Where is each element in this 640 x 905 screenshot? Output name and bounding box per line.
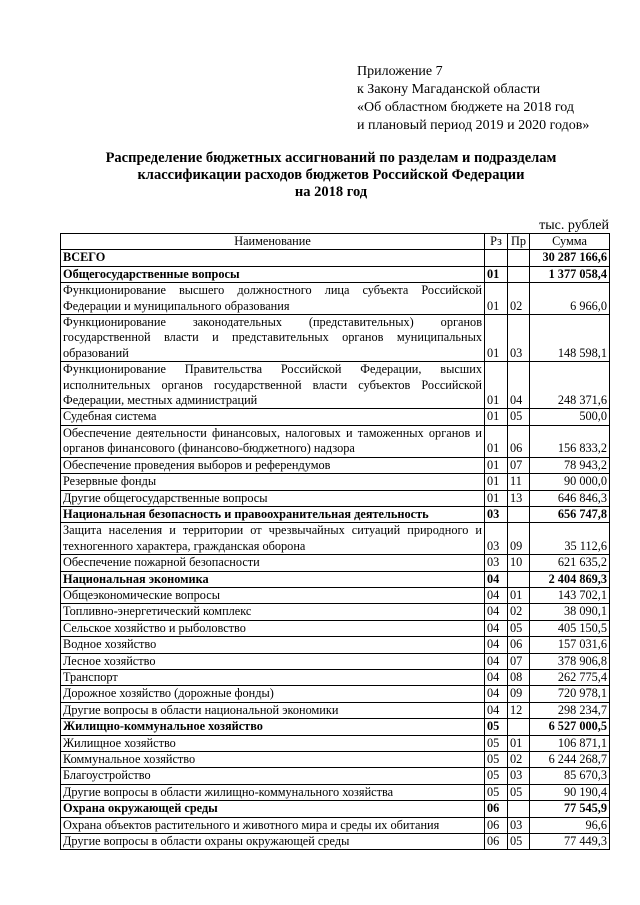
row-pr: 09 (508, 686, 530, 702)
row-sum: 77 449,3 (530, 834, 610, 850)
row-sum: 248 371,6 (530, 362, 610, 409)
row-name: Охрана объектов растительного и животного мира и среды их обитания (61, 817, 485, 833)
appendix-line: Приложение 7 (357, 64, 443, 79)
table-row (61, 523, 610, 555)
row-name: Общеэкономические вопросы (61, 587, 485, 603)
row-sum: 30 287 166,6 (530, 250, 610, 266)
row-name: Национальная экономика (61, 571, 485, 587)
row-name: Обеспечение деятельности финансовых, налоговых и таможенных органов и органов финансового (финансово-бюджетного) надзора (61, 425, 485, 457)
row-rz: 01 (485, 457, 508, 473)
header-rz: Рз (485, 234, 508, 250)
row-rz: 05 (485, 719, 508, 735)
row-rz: 04 (485, 604, 508, 620)
row-sum: 143 702,1 (530, 587, 610, 603)
row-pr: 03 (508, 817, 530, 833)
section-row (61, 571, 610, 587)
row-rz: 04 (485, 637, 508, 653)
row-sum: 621 635,2 (530, 555, 610, 571)
row-pr: 04 (508, 362, 530, 409)
row-pr: 02 (508, 752, 530, 768)
row-pr (508, 719, 530, 735)
row-pr: 06 (508, 425, 530, 457)
row-rz: 01 (485, 315, 508, 362)
appendix-header (357, 63, 589, 135)
row-sum: 6 244 268,7 (530, 752, 610, 768)
row-name: Водное хозяйство (61, 637, 485, 653)
section-row (61, 801, 610, 817)
budget-table (60, 233, 610, 850)
row-name: Судебная система (61, 409, 485, 425)
row-pr: 01 (508, 735, 530, 751)
row-sum: 500,0 (530, 409, 610, 425)
row-pr: 07 (508, 457, 530, 473)
row-name: Лесное хозяйство (61, 653, 485, 669)
row-sum: 77 545,9 (530, 801, 610, 817)
row-pr: 02 (508, 283, 530, 315)
row-rz: 01 (485, 362, 508, 409)
row-sum: 106 871,1 (530, 735, 610, 751)
row-pr (508, 250, 530, 266)
row-rz: 04 (485, 669, 508, 685)
row-name: Дорожное хозяйство (дорожные фонды) (61, 686, 485, 702)
section-row (61, 719, 610, 735)
row-pr: 02 (508, 604, 530, 620)
row-rz: 04 (485, 702, 508, 718)
table-row (61, 474, 610, 490)
row-name: Другие вопросы в области охраны окружающей среды (61, 834, 485, 850)
row-pr: 13 (508, 490, 530, 506)
row-sum: 6 527 000,5 (530, 719, 610, 735)
row-sum: 38 090,1 (530, 604, 610, 620)
row-rz: 05 (485, 784, 508, 800)
row-pr: 01 (508, 587, 530, 603)
row-pr: 10 (508, 555, 530, 571)
row-name: Защита населения и территории от чрезвычайных ситуаций природного и техногенного характера, гражданская оборона (61, 523, 485, 555)
row-rz: 01 (485, 474, 508, 490)
row-name: Другие вопросы в области жилищно-коммунального хозяйства (61, 784, 485, 800)
table-row (61, 768, 610, 784)
row-rz: 01 (485, 283, 508, 315)
row-name: Обеспечение проведения выборов и референдумов (61, 457, 485, 473)
row-sum: 405 150,5 (530, 620, 610, 636)
row-rz: 06 (485, 817, 508, 833)
row-rz: 04 (485, 571, 508, 587)
row-sum: 157 031,6 (530, 637, 610, 653)
row-name: Благоустройство (61, 768, 485, 784)
row-name: Функционирование высшего должностного лица субъекта Российской Федерации и муниципального образования (61, 283, 485, 315)
row-rz (485, 250, 508, 266)
row-pr: 12 (508, 702, 530, 718)
row-rz: 03 (485, 506, 508, 522)
table-row (61, 409, 610, 425)
table-row (61, 604, 610, 620)
table-row (61, 735, 610, 751)
header-name: Наименование (61, 234, 485, 250)
table-row (61, 283, 610, 315)
row-pr: 07 (508, 653, 530, 669)
row-name: Общегосударственные вопросы (61, 266, 485, 282)
row-rz: 01 (485, 266, 508, 282)
row-sum: 656 747,8 (530, 506, 610, 522)
row-rz: 04 (485, 620, 508, 636)
row-pr: 09 (508, 523, 530, 555)
row-pr: 06 (508, 637, 530, 653)
row-rz: 04 (485, 653, 508, 669)
document-title (60, 150, 602, 201)
row-name: Жилищное хозяйство (61, 735, 485, 751)
row-rz: 01 (485, 409, 508, 425)
row-sum: 85 670,3 (530, 768, 610, 784)
row-rz: 04 (485, 587, 508, 603)
table-row (61, 490, 610, 506)
table-row (61, 653, 610, 669)
row-sum: 148 598,1 (530, 315, 610, 362)
row-pr: 05 (508, 409, 530, 425)
row-pr: 05 (508, 620, 530, 636)
table-row (61, 315, 610, 362)
row-pr: 11 (508, 474, 530, 490)
title-line: на 2018 год (294, 184, 368, 200)
table-row (61, 834, 610, 850)
table-row (61, 457, 610, 473)
row-sum: 720 978,1 (530, 686, 610, 702)
row-sum: 298 234,7 (530, 702, 610, 718)
table-row (61, 555, 610, 571)
title-line: Распределение бюджетных ассигнований по разделам и подразделам (105, 150, 557, 166)
row-pr (508, 801, 530, 817)
table-row (61, 752, 610, 768)
row-sum: 78 943,2 (530, 457, 610, 473)
row-sum: 35 112,6 (530, 523, 610, 555)
row-rz: 06 (485, 801, 508, 817)
row-rz: 03 (485, 523, 508, 555)
row-rz: 05 (485, 768, 508, 784)
row-sum: 90 190,4 (530, 784, 610, 800)
row-pr (508, 506, 530, 522)
table-header-row (61, 234, 610, 250)
row-name: Сельское хозяйство и рыболовство (61, 620, 485, 636)
row-name: Охрана окружающей среды (61, 801, 485, 817)
row-name: Обеспечение пожарной безопасности (61, 555, 485, 571)
row-sum: 156 833,2 (530, 425, 610, 457)
table-row (61, 637, 610, 653)
row-rz: 01 (485, 490, 508, 506)
row-pr (508, 266, 530, 282)
row-name: Функционирование Правительства Российской Федерации, высших исполнительных органов государственной власти субъектов Российской Федерации, местных администраций (61, 362, 485, 409)
table-row (61, 587, 610, 603)
units-label: тыс. рублей (539, 218, 609, 233)
section-row (61, 266, 610, 282)
row-name: Жилищно-коммунальное хозяйство (61, 719, 485, 735)
table-row (61, 362, 610, 409)
row-pr (508, 571, 530, 587)
table-row (61, 669, 610, 685)
row-pr: 03 (508, 768, 530, 784)
row-name: Резервные фонды (61, 474, 485, 490)
row-sum: 1 377 058,4 (530, 266, 610, 282)
row-rz: 05 (485, 735, 508, 751)
table-row (61, 784, 610, 800)
row-pr: 08 (508, 669, 530, 685)
row-name: Транспорт (61, 669, 485, 685)
row-rz: 01 (485, 425, 508, 457)
row-sum: 262 775,4 (530, 669, 610, 685)
table-row (61, 702, 610, 718)
section-row (61, 506, 610, 522)
row-sum: 6 966,0 (530, 283, 610, 315)
row-pr: 03 (508, 315, 530, 362)
header-pr: Пр (508, 234, 530, 250)
row-sum: 378 906,8 (530, 653, 610, 669)
row-name: ВСЕГО (61, 250, 485, 266)
row-pr: 05 (508, 784, 530, 800)
row-pr: 05 (508, 834, 530, 850)
row-name: Другие вопросы в области национальной экономики (61, 702, 485, 718)
row-sum: 96,6 (530, 817, 610, 833)
table-row (61, 425, 610, 457)
section-row (61, 250, 610, 266)
header-sum: Сумма (530, 234, 610, 250)
row-rz: 04 (485, 686, 508, 702)
row-sum: 2 404 869,3 (530, 571, 610, 587)
row-rz: 03 (485, 555, 508, 571)
table-row (61, 686, 610, 702)
row-name: Другие общегосударственные вопросы (61, 490, 485, 506)
row-rz: 05 (485, 752, 508, 768)
table-row (61, 620, 610, 636)
appendix-line: и плановый период 2019 и 2020 годов» (357, 118, 590, 133)
row-name: Коммунальное хозяйство (61, 752, 485, 768)
row-sum: 90 000,0 (530, 474, 610, 490)
row-name: Функционирование законодательных (представительных) органов государственной власти и представительных органов муниципальных образований (61, 315, 485, 362)
row-sum: 646 846,3 (530, 490, 610, 506)
row-name: Топливно-энергетический комплекс (61, 604, 485, 620)
row-name: Национальная безопасность и правоохранительная деятельность (61, 506, 485, 522)
row-rz: 06 (485, 834, 508, 850)
table-row (61, 817, 610, 833)
appendix-line: к Закону Магаданской области (357, 82, 541, 97)
title-line: классификации расходов бюджетов Российской Федерации (137, 167, 525, 183)
appendix-line: «Об областном бюджете на 2018 год (357, 100, 574, 115)
